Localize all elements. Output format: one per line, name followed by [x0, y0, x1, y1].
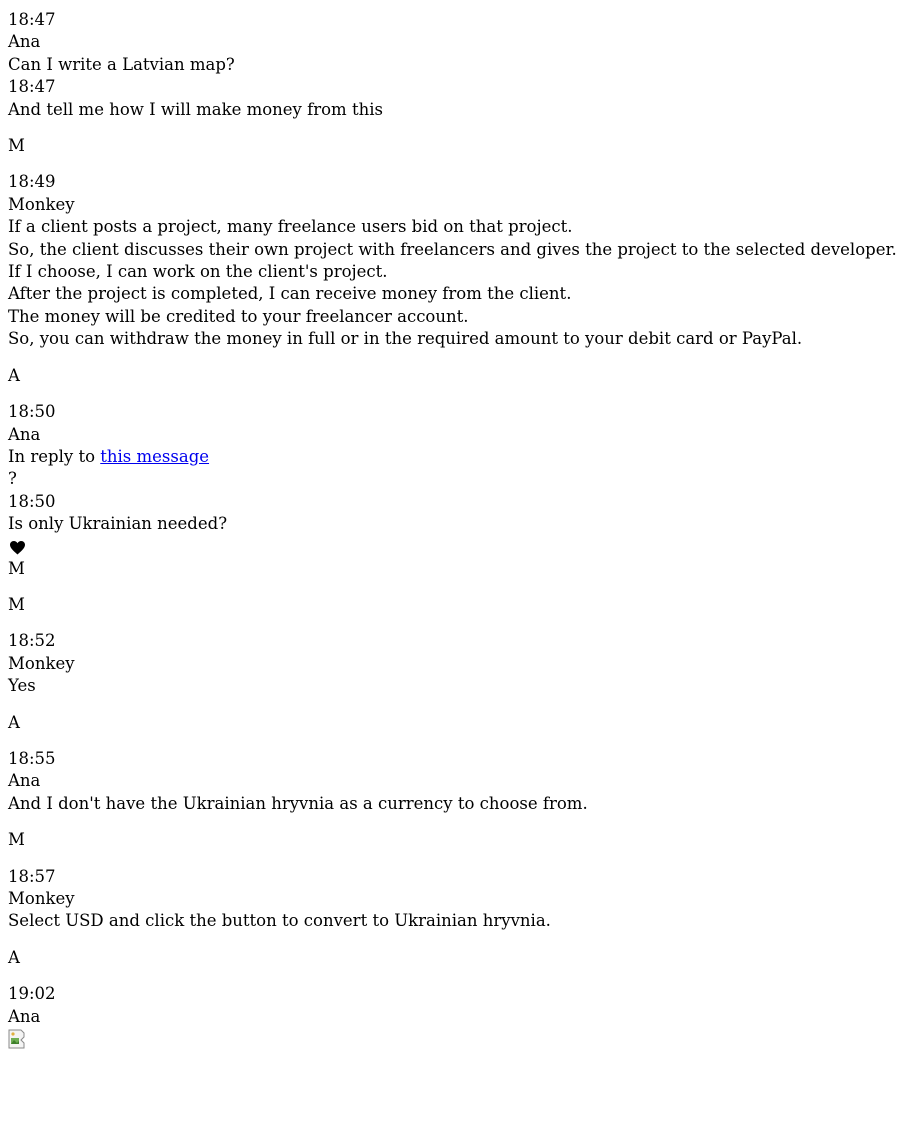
message-text-line: After the project is completed, I can receive money from the client. [8, 284, 572, 304]
message-time: 19:02 [8, 984, 56, 1004]
message-time: 18:50 [8, 402, 56, 422]
message-text-line: So, the client discusses their own project with freelancers and gives the project to the selected developer. [8, 239, 897, 259]
message-text-line: So, you can withdraw the money in full or in the required amount to your debit card or PayPal. [8, 329, 803, 349]
avatar: A [8, 712, 20, 732]
message-text: Yes [8, 676, 36, 696]
message-time: 18:57 [8, 866, 56, 886]
message-time: 18:47 [8, 77, 56, 97]
message-time: 18:49 [8, 172, 56, 192]
message-text: Is only Ukrainian needed? [8, 514, 228, 534]
message-text-line: If I choose, I can work on the client's project. [8, 262, 388, 282]
reaction-author: M [8, 558, 25, 578]
message-sender: Monkey [8, 194, 75, 214]
avatar: M [8, 136, 25, 156]
message-time: 18:47 [8, 10, 56, 29]
reply-link[interactable]: this message [100, 446, 210, 466]
broken-image-icon[interactable] [8, 1029, 28, 1049]
message-sender: Ana [8, 32, 41, 52]
heart-icon[interactable] [8, 536, 897, 558]
message-sender: Monkey [8, 653, 75, 673]
reply-prefix: In reply to [8, 446, 101, 466]
message-text: And tell me how I will make money from this [8, 99, 383, 119]
message-time: 18:52 [8, 631, 56, 651]
message-sender: Ana [8, 1006, 41, 1026]
message-text: ? [8, 469, 17, 489]
message-sender: Ana [8, 771, 41, 791]
avatar: A [8, 365, 20, 385]
message-text: Select USD and click the button to convert to Ukrainian hryvnia. [8, 911, 551, 931]
message-time: 18:55 [8, 748, 56, 768]
message-text-line: The money will be credited to your freelancer account. [8, 306, 469, 326]
avatar: A [8, 947, 20, 967]
message-text: And I don't have the Ukrainian hryvnia as a currency to choose from. [8, 793, 588, 813]
avatar: M [8, 830, 25, 850]
reply-reference [8, 446, 897, 468]
message-sender: Monkey [8, 889, 75, 908]
message-text-line: If a client posts a project, many freelance users bid on that project. [8, 217, 573, 237]
avatar: M [8, 594, 25, 614]
message-time: 18:50 [8, 491, 56, 511]
message-text: Can I write a Latvian map? [8, 54, 235, 74]
message-sender: Ana [8, 424, 41, 444]
